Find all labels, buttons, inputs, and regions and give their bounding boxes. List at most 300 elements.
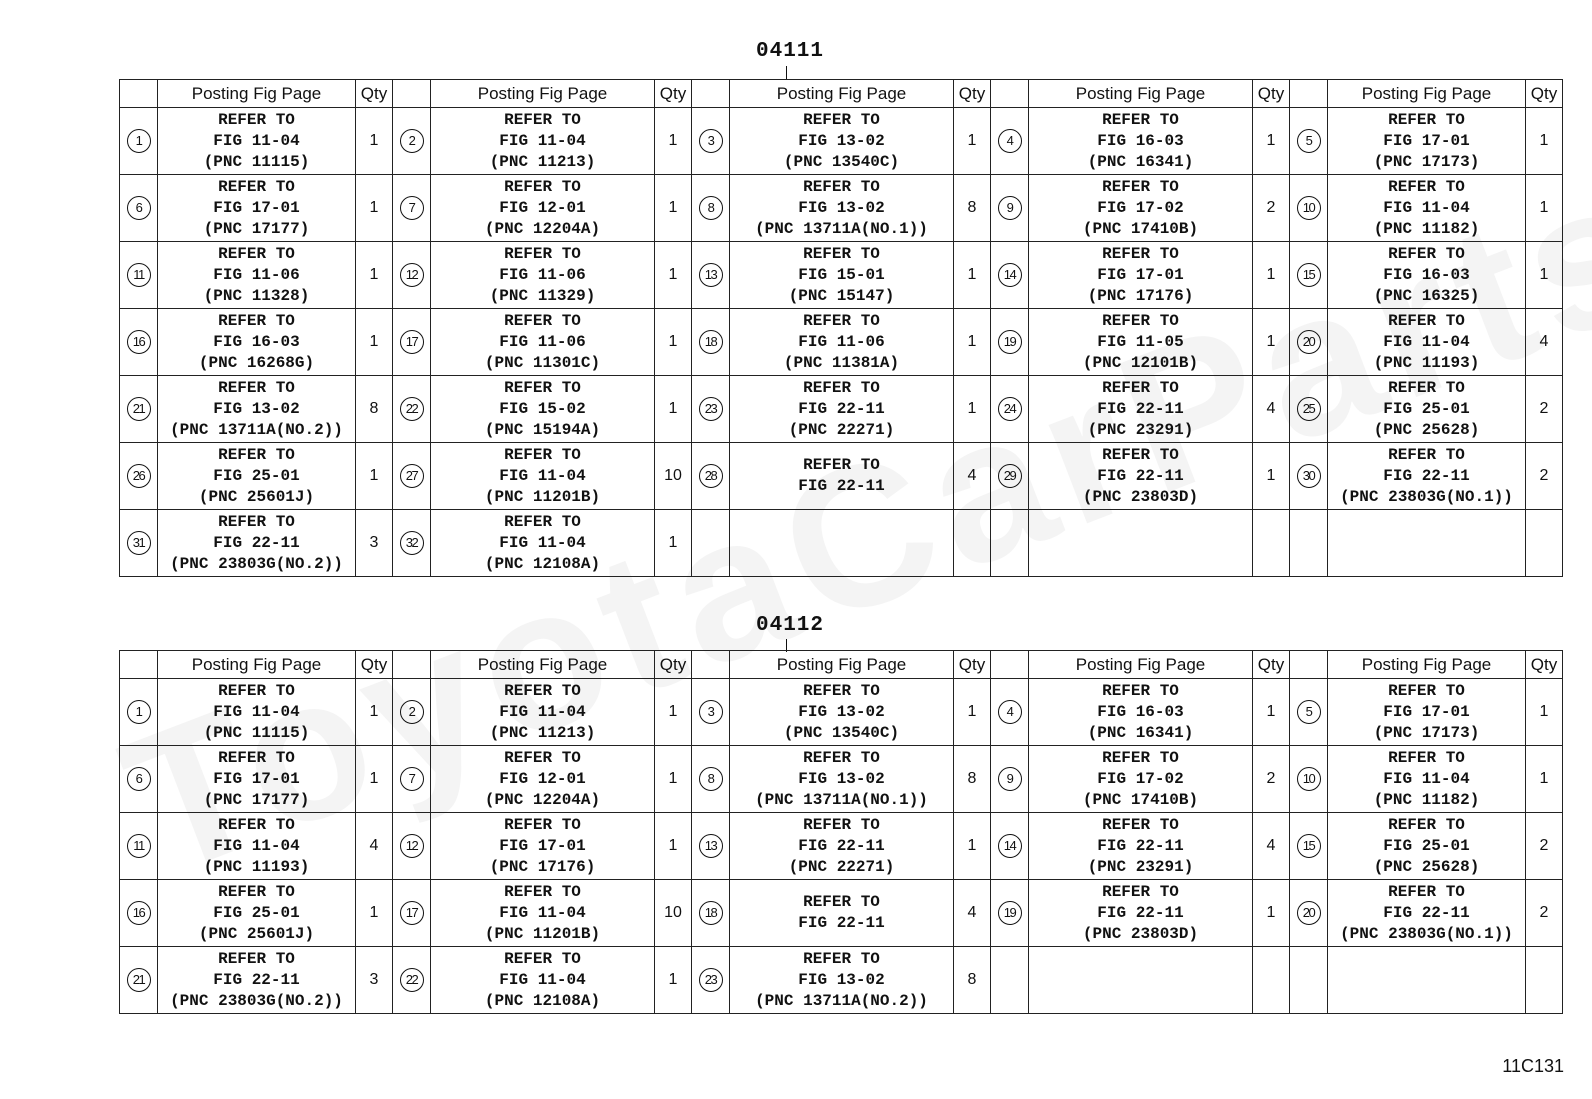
item-reference-cell	[1029, 242, 1253, 309]
pnc-text: (PNC 11381A)	[783, 353, 900, 372]
item-reference-cell	[1328, 947, 1526, 1014]
item-number-cell	[991, 175, 1029, 242]
refer-text: REFER TO	[218, 882, 295, 901]
item-reference-cell	[431, 510, 655, 577]
item-reference-cell	[1029, 376, 1253, 443]
fig-text: FIG 12-01	[499, 769, 586, 788]
refer-text: REFER TO	[504, 177, 581, 196]
item-number-circle: 23	[699, 397, 723, 421]
qty-value: 1	[967, 266, 977, 283]
item-number-circle: 15	[1297, 263, 1321, 287]
pnc-text: (PNC 23803G(NO.2))	[170, 554, 343, 573]
item-number-cell	[991, 376, 1029, 443]
item-number-cell	[692, 679, 730, 746]
item-number-cell	[120, 175, 158, 242]
item-number-cell	[692, 813, 730, 880]
item-number-cell	[1290, 746, 1328, 813]
qty-value: 3	[369, 971, 379, 988]
table-row	[120, 947, 1563, 1014]
item-number-cell	[692, 175, 730, 242]
header-num-cell	[991, 651, 1029, 679]
refer-text: REFER TO	[803, 110, 880, 129]
item-qty-cell	[655, 880, 692, 947]
pnc-text: (PNC 11301C)	[484, 353, 601, 372]
item-qty-cell	[655, 242, 692, 309]
fig-text: FIG 13-02	[798, 970, 885, 989]
pnc-text: (PNC 16268G)	[198, 353, 315, 372]
item-qty-cell	[1526, 510, 1563, 577]
item-number-cell	[1290, 376, 1328, 443]
refer-text: REFER TO	[1388, 748, 1465, 767]
pnc-text: (PNC 15194A)	[484, 420, 601, 439]
item-number-cell	[1290, 813, 1328, 880]
item-number-circle: 17	[400, 901, 424, 925]
pnc-text: (PNC 12204A)	[484, 790, 601, 809]
pnc-text: (PNC 11213)	[489, 723, 596, 742]
item-number-cell	[393, 376, 431, 443]
item-reference-cell	[730, 947, 954, 1014]
item-qty-cell	[1253, 746, 1290, 813]
refer-text: REFER TO	[1388, 311, 1465, 330]
fig-text: FIG 17-01	[1383, 702, 1470, 721]
qty-value: 1	[369, 266, 379, 283]
header-posting: Posting Fig Page	[730, 651, 954, 679]
group-label-04112: 04112	[756, 614, 825, 637]
refer-text: REFER TO	[504, 445, 581, 464]
item-reference-cell	[431, 813, 655, 880]
item-reference-cell	[158, 947, 356, 1014]
qty-value: 1	[369, 132, 379, 149]
item-number-cell	[1290, 443, 1328, 510]
header-qty: Qty	[356, 80, 393, 108]
item-reference-cell	[431, 175, 655, 242]
fig-text: FIG 17-01	[499, 836, 586, 855]
refer-text: REFER TO	[1102, 681, 1179, 700]
item-number-circle: 8	[699, 767, 723, 791]
pnc-text: (PNC 16325)	[1373, 286, 1480, 305]
item-reference-cell	[730, 376, 954, 443]
qty-value: 2	[1539, 837, 1549, 854]
qty-value: 2	[1539, 467, 1549, 484]
fig-text: FIG 11-06	[499, 332, 586, 351]
item-number-circle: 23	[699, 968, 723, 992]
refer-text: REFER TO	[504, 815, 581, 834]
pnc-text: (PNC 25628)	[1373, 857, 1480, 876]
qty-value: 1	[1539, 266, 1549, 283]
item-number-cell	[393, 746, 431, 813]
fig-text: FIG 22-11	[1097, 836, 1184, 855]
qty-value: 4	[967, 904, 977, 921]
item-qty-cell	[1253, 175, 1290, 242]
item-reference-cell	[1328, 746, 1526, 813]
refer-text: REFER TO	[1388, 882, 1465, 901]
item-qty-cell	[1526, 108, 1563, 175]
qty-value: 1	[967, 132, 977, 149]
item-number-cell	[393, 443, 431, 510]
item-qty-cell	[356, 813, 393, 880]
item-reference-cell	[730, 510, 954, 577]
item-reference-cell	[158, 813, 356, 880]
qty-value: 2	[1266, 770, 1276, 787]
fig-text: FIG 17-01	[1383, 131, 1470, 150]
parts-table-04111	[119, 79, 1563, 577]
item-qty-cell	[1253, 376, 1290, 443]
item-reference-cell	[431, 108, 655, 175]
refer-text: REFER TO	[218, 244, 295, 263]
fig-text: FIG 22-11	[1097, 903, 1184, 922]
item-number-circle: 18	[699, 901, 723, 925]
item-reference-cell	[730, 108, 954, 175]
item-reference-cell	[1328, 108, 1526, 175]
item-qty-cell	[1526, 679, 1563, 746]
fig-text: FIG 11-04	[499, 533, 586, 552]
item-number-cell	[692, 108, 730, 175]
fig-text: FIG 16-03	[1097, 131, 1184, 150]
table-row	[120, 443, 1563, 510]
pnc-text: (PNC 17176)	[1087, 286, 1194, 305]
item-number-cell	[393, 947, 431, 1014]
pnc-text: (PNC 23803G(NO.1))	[1340, 487, 1513, 506]
item-number-circle: 3	[699, 700, 723, 724]
item-number-cell	[1290, 108, 1328, 175]
qty-value: 1	[1539, 770, 1549, 787]
item-number-cell	[1290, 510, 1328, 577]
item-qty-cell	[356, 309, 393, 376]
item-reference-cell	[158, 746, 356, 813]
refer-text: REFER TO	[803, 949, 880, 968]
pnc-text: (PNC 17173)	[1373, 152, 1480, 171]
header-row	[120, 80, 1563, 108]
item-number-cell	[393, 242, 431, 309]
item-qty-cell	[1526, 947, 1563, 1014]
item-qty-cell	[655, 309, 692, 376]
item-qty-cell	[954, 813, 991, 880]
item-number-cell	[393, 309, 431, 376]
fig-text: FIG 11-04	[499, 970, 586, 989]
item-reference-cell	[158, 443, 356, 510]
item-number-circle: 5	[1297, 700, 1321, 724]
refer-text: REFER TO	[1102, 815, 1179, 834]
item-number-circle: 6	[127, 196, 151, 220]
refer-text: REFER TO	[218, 949, 295, 968]
item-number-circle: 10	[1297, 767, 1321, 791]
table-row	[120, 175, 1563, 242]
header-posting: Posting Fig Page	[1029, 80, 1253, 108]
item-number-cell	[991, 746, 1029, 813]
qty-value: 8	[967, 770, 977, 787]
header-posting: Posting Fig Page	[1328, 651, 1526, 679]
pnc-text: (PNC 17410B)	[1082, 219, 1199, 238]
item-reference-cell	[431, 679, 655, 746]
fig-text: FIG 11-04	[499, 903, 586, 922]
item-reference-cell	[1328, 510, 1526, 577]
item-reference-cell	[1029, 443, 1253, 510]
fig-text: FIG 11-04	[213, 131, 300, 150]
refer-text: REFER TO	[803, 311, 880, 330]
item-number-cell	[393, 108, 431, 175]
item-qty-cell	[1526, 175, 1563, 242]
item-number-cell	[991, 679, 1029, 746]
fig-text: FIG 11-04	[499, 702, 586, 721]
fig-text: FIG 25-01	[1383, 399, 1470, 418]
refer-text: REFER TO	[1388, 244, 1465, 263]
header-posting: Posting Fig Page	[158, 80, 356, 108]
header-num-cell	[393, 80, 431, 108]
item-number-cell	[120, 880, 158, 947]
item-reference-cell	[158, 175, 356, 242]
pnc-text: (PNC 11182)	[1373, 790, 1480, 809]
fig-text: FIG 22-11	[1097, 466, 1184, 485]
group-label-04111: 04111	[756, 40, 825, 63]
item-reference-cell	[431, 880, 655, 947]
pnc-text: (PNC 13711A(NO.1))	[755, 219, 928, 238]
item-number-circle: 5	[1297, 129, 1321, 153]
qty-value: 10	[664, 467, 682, 484]
refer-text: REFER TO	[1388, 177, 1465, 196]
fig-text: FIG 22-11	[1383, 466, 1470, 485]
pnc-text: (PNC 25628)	[1373, 420, 1480, 439]
pnc-text: (PNC 12101B)	[1082, 353, 1199, 372]
item-number-cell	[692, 242, 730, 309]
item-number-cell	[1290, 679, 1328, 746]
item-reference-cell	[730, 813, 954, 880]
item-number-cell	[120, 108, 158, 175]
item-qty-cell	[655, 175, 692, 242]
refer-text: REFER TO	[1102, 378, 1179, 397]
pnc-text: (PNC 11329)	[489, 286, 596, 305]
pnc-text: (PNC 23803G(NO.2))	[170, 991, 343, 1010]
pnc-text: (PNC 25601J)	[198, 924, 315, 943]
item-number-circle: 14	[998, 834, 1022, 858]
fig-text: FIG 22-11	[213, 970, 300, 989]
fig-text: FIG 17-01	[213, 769, 300, 788]
item-number-circle: 21	[127, 968, 151, 992]
fig-text: FIG 11-04	[499, 131, 586, 150]
refer-text: REFER TO	[1102, 311, 1179, 330]
refer-text: REFER TO	[1388, 110, 1465, 129]
pnc-text: (PNC 13540C)	[783, 723, 900, 742]
item-reference-cell	[158, 880, 356, 947]
refer-text: REFER TO	[1102, 445, 1179, 464]
item-number-circle: 9	[998, 767, 1022, 791]
item-reference-cell	[158, 510, 356, 577]
refer-text: REFER TO	[1388, 378, 1465, 397]
refer-text: REFER TO	[1102, 244, 1179, 263]
leader-line	[786, 66, 787, 79]
item-qty-cell	[954, 443, 991, 510]
refer-text: REFER TO	[218, 110, 295, 129]
item-number-circle: 4	[998, 700, 1022, 724]
item-qty-cell	[655, 947, 692, 1014]
item-number-cell	[120, 679, 158, 746]
qty-value: 1	[1539, 132, 1549, 149]
item-reference-cell	[431, 376, 655, 443]
fig-text: FIG 17-01	[1097, 265, 1184, 284]
item-number-cell	[991, 443, 1029, 510]
fig-text: FIG 13-02	[798, 702, 885, 721]
item-reference-cell	[158, 376, 356, 443]
refer-text: REFER TO	[1388, 681, 1465, 700]
header-qty: Qty	[1526, 651, 1563, 679]
item-qty-cell	[954, 309, 991, 376]
item-reference-cell	[1328, 813, 1526, 880]
refer-text: REFER TO	[803, 244, 880, 263]
table-row	[120, 376, 1563, 443]
pnc-text: (PNC 23291)	[1087, 857, 1194, 876]
header-qty: Qty	[1253, 651, 1290, 679]
item-number-circle: 20	[1297, 901, 1321, 925]
item-reference-cell	[1029, 947, 1253, 1014]
item-number-circle: 13	[699, 834, 723, 858]
table-row	[120, 242, 1563, 309]
item-number-circle: 13	[699, 263, 723, 287]
pnc-text: (PNC 11201B)	[484, 487, 601, 506]
pnc-text: (PNC 22271)	[788, 857, 895, 876]
pnc-text: (PNC 12204A)	[484, 219, 601, 238]
item-qty-cell	[356, 880, 393, 947]
item-qty-cell	[954, 510, 991, 577]
item-reference-cell	[1328, 679, 1526, 746]
item-qty-cell	[655, 510, 692, 577]
qty-value: 1	[668, 837, 678, 854]
item-qty-cell	[1526, 443, 1563, 510]
refer-text: REFER TO	[803, 177, 880, 196]
qty-value: 1	[967, 837, 977, 854]
item-number-cell	[692, 309, 730, 376]
item-qty-cell	[1253, 309, 1290, 376]
refer-text: REFER TO	[218, 378, 295, 397]
refer-text: REFER TO	[218, 311, 295, 330]
qty-value: 4	[369, 837, 379, 854]
item-number-cell	[120, 242, 158, 309]
header-num-cell	[1290, 80, 1328, 108]
item-number-circle: 28	[699, 464, 723, 488]
qty-value: 1	[967, 703, 977, 720]
item-number-cell	[991, 108, 1029, 175]
qty-value: 1	[1266, 904, 1276, 921]
item-qty-cell	[356, 443, 393, 510]
refer-text: REFER TO	[218, 177, 295, 196]
item-qty-cell	[954, 746, 991, 813]
item-number-circle: 18	[699, 330, 723, 354]
item-reference-cell	[431, 309, 655, 376]
header-posting: Posting Fig Page	[1328, 80, 1526, 108]
fig-text: FIG 25-01	[213, 903, 300, 922]
item-reference-cell	[730, 746, 954, 813]
refer-text: REFER TO	[504, 311, 581, 330]
item-number-circle: 21	[127, 397, 151, 421]
fig-text: FIG 17-02	[1097, 769, 1184, 788]
item-reference-cell	[158, 679, 356, 746]
refer-text: REFER TO	[218, 445, 295, 464]
item-qty-cell	[1253, 510, 1290, 577]
qty-value: 4	[1266, 837, 1276, 854]
refer-text: REFER TO	[504, 882, 581, 901]
refer-text: REFER TO	[504, 512, 581, 531]
table-row	[120, 108, 1563, 175]
item-qty-cell	[1253, 443, 1290, 510]
item-number-cell	[991, 813, 1029, 880]
item-number-cell	[120, 443, 158, 510]
item-number-circle: 22	[400, 968, 424, 992]
fig-text: FIG 11-04	[499, 466, 586, 485]
item-qty-cell	[1253, 813, 1290, 880]
refer-text: REFER TO	[504, 110, 581, 129]
fig-text: FIG 25-01	[1383, 836, 1470, 855]
qty-value: 2	[1539, 904, 1549, 921]
item-number-circle: 2	[400, 129, 424, 153]
fig-text: FIG 16-03	[1383, 265, 1470, 284]
item-number-circle: 3	[699, 129, 723, 153]
qty-value: 10	[664, 904, 682, 921]
header-qty: Qty	[655, 651, 692, 679]
refer-text: REFER TO	[1102, 882, 1179, 901]
fig-text: FIG 25-01	[213, 466, 300, 485]
illustration-code: 11C131	[1502, 1056, 1564, 1076]
item-reference-cell	[730, 880, 954, 947]
item-qty-cell	[954, 947, 991, 1014]
header-posting: Posting Fig Page	[431, 651, 655, 679]
qty-value: 1	[668, 534, 678, 551]
item-qty-cell	[954, 376, 991, 443]
qty-value: 1	[668, 132, 678, 149]
table-row	[120, 309, 1563, 376]
pnc-text: (PNC 17410B)	[1082, 790, 1199, 809]
pnc-text: (PNC 11193)	[203, 857, 310, 876]
qty-value: 1	[967, 333, 977, 350]
parts-table-04112	[119, 650, 1563, 1014]
header-num-cell	[692, 80, 730, 108]
pnc-text: (PNC 13540C)	[783, 152, 900, 171]
qty-value: 4	[967, 467, 977, 484]
item-number-circle: 11	[127, 263, 151, 287]
item-qty-cell	[1253, 947, 1290, 1014]
fig-text: FIG 11-05	[1097, 332, 1184, 351]
item-number-circle: 4	[998, 129, 1022, 153]
item-number-cell	[393, 510, 431, 577]
item-reference-cell	[1328, 242, 1526, 309]
fig-text: FIG 22-11	[798, 836, 885, 855]
qty-value: 8	[967, 199, 977, 216]
qty-value: 1	[668, 199, 678, 216]
item-reference-cell	[1328, 443, 1526, 510]
pnc-text: (PNC 22271)	[788, 420, 895, 439]
qty-value: 1	[668, 266, 678, 283]
pnc-text: (PNC 16341)	[1087, 723, 1194, 742]
refer-text: REFER TO	[218, 681, 295, 700]
pnc-text: (PNC 17173)	[1373, 723, 1480, 742]
item-number-cell	[120, 510, 158, 577]
pnc-text: (PNC 15147)	[788, 286, 895, 305]
pnc-text: (PNC 25601J)	[198, 487, 315, 506]
qty-value: 1	[369, 333, 379, 350]
table-row	[120, 746, 1563, 813]
qty-value: 1	[369, 770, 379, 787]
qty-value: 3	[369, 534, 379, 551]
item-reference-cell	[431, 443, 655, 510]
refer-text: REFER TO	[803, 815, 880, 834]
item-number-circle: 19	[998, 330, 1022, 354]
header-qty: Qty	[655, 80, 692, 108]
fig-text: FIG 11-04	[1383, 198, 1470, 217]
item-number-circle: 11	[127, 834, 151, 858]
fig-text: FIG 16-03	[1097, 702, 1184, 721]
refer-text: REFER TO	[1102, 110, 1179, 129]
qty-value: 1	[1266, 467, 1276, 484]
header-num-cell	[991, 80, 1029, 108]
item-reference-cell	[1328, 376, 1526, 443]
pnc-text: (PNC 17176)	[489, 857, 596, 876]
